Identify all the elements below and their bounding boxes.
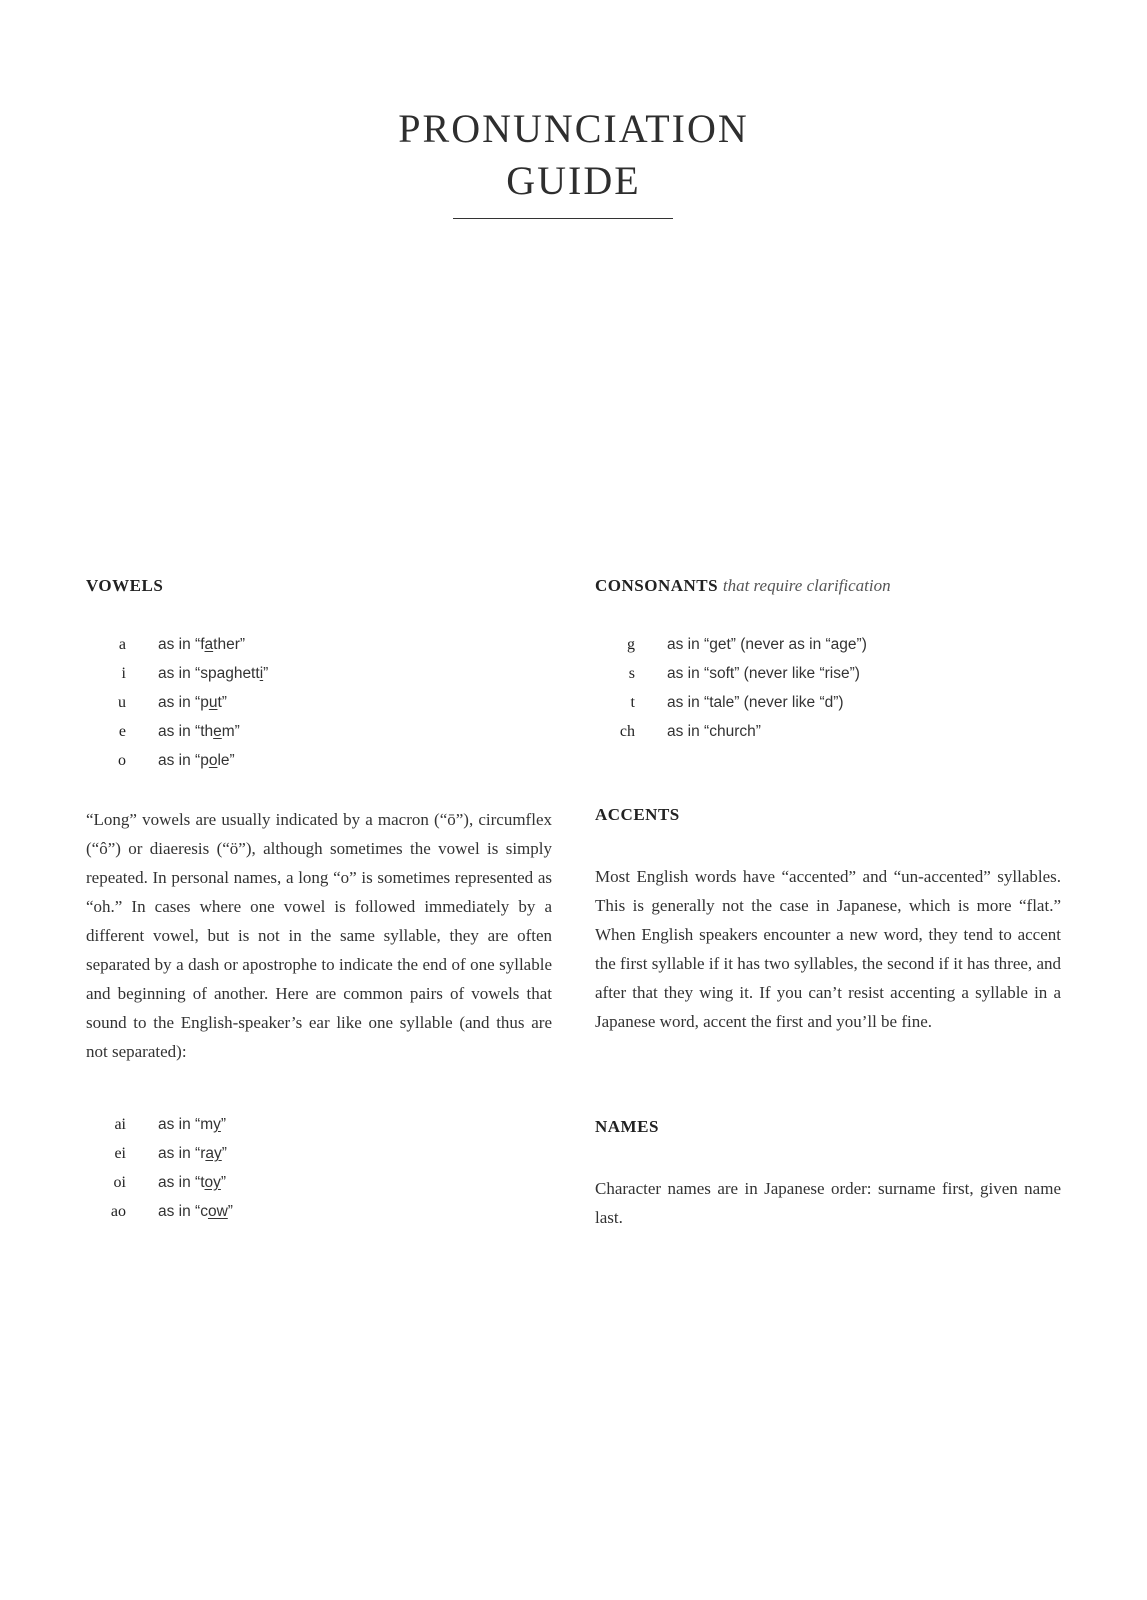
left-column	[86, 0, 552, 1600]
consonant-example: as in “church”	[667, 723, 761, 740]
vowel-example: as in “pole”	[158, 752, 235, 769]
vowel-pairs-list	[86, 1110, 233, 1226]
vowel-pair-example: as in “my”	[158, 1116, 227, 1133]
vowel-key: o	[118, 752, 126, 769]
vowel-example: as in “spaghetti”	[158, 665, 269, 682]
consonants-heading	[595, 576, 891, 596]
accents-paragraph: Most English words have “accented” and “un-accented” syllables. This is generally not the case in Japanese, which is more “flat.” When English speakers encounter a new word, they tend to accent the first syllable if it has two syllables, the second if it has three, and after that they wing it. If you can’t resist accenting a syllable in a Japanese word, accent the first and you’ll be fine.	[595, 867, 1061, 1031]
consonants-heading-label: CONSONANTS	[595, 576, 719, 595]
consonant-example: as in “get” (never as in “age”)	[667, 636, 867, 653]
consonant-key: ch	[619, 723, 635, 740]
consonants-subheading: that require clarification	[722, 576, 891, 595]
vowel-pair-key: ai	[114, 1116, 126, 1133]
vowel-pair-example: as in “ray”	[158, 1145, 227, 1162]
long-vowels-paragraph: “Long” vowels are usually indicated by a macron (“ō”), circumflex (“ô”) or diaeresis (“ö”), although sometimes the vowel is simply repeated. In personal names, a long “o” is sometimes represented as “oh.” In cases where one vowel is followed immediately by a different vowel, but is not in the same syllable, they are often separated by a dash or apostrophe to indicate the end of one syllable and beginning of another. Here are common pairs of vowels that sound to the English-speaker’s ear like one syllable (and thus are not separated):	[86, 810, 552, 1061]
consonant-row-s	[595, 659, 867, 688]
vowel-key: e	[118, 723, 126, 740]
vowel-pair-key: ao	[110, 1203, 126, 1220]
vowel-example: as in “them”	[158, 723, 240, 740]
consonant-row-g	[595, 630, 867, 659]
vowels-heading: VOWELS	[86, 576, 164, 595]
vowel-row-e	[86, 717, 268, 746]
vowel-pair-row-ei	[86, 1139, 233, 1168]
vowel-pair-key: oi	[113, 1174, 126, 1191]
vowel-pair-example: as in “cow”	[158, 1203, 233, 1220]
accents-heading: ACCENTS	[595, 805, 680, 824]
vowel-key: a	[118, 636, 126, 653]
right-column	[595, 0, 1061, 1600]
vowel-pair-example: as in “toy”	[158, 1174, 227, 1191]
vowel-row-i	[86, 659, 268, 688]
consonant-key: s	[628, 665, 635, 682]
vowel-key: u	[118, 694, 126, 711]
names-heading: NAMES	[595, 1117, 659, 1136]
consonant-example: as in “tale” (never like “d”)	[667, 694, 844, 711]
title-line-1: PRONUNCIATION	[398, 106, 749, 151]
vowel-row-u	[86, 688, 268, 717]
vowel-row-o	[86, 746, 268, 775]
names-paragraph: Character names are in Japanese order: surname first, given name last.	[595, 1179, 1061, 1227]
vowel-pair-row-ao	[86, 1197, 233, 1226]
consonant-key: g	[627, 636, 635, 653]
vowel-key: i	[121, 665, 126, 682]
title-line-2: GUIDE	[506, 158, 641, 203]
consonant-row-ch	[595, 717, 867, 746]
consonants-list	[595, 630, 867, 746]
vowel-row-a	[86, 630, 268, 659]
consonant-example: as in “soft” (never like “rise”)	[667, 665, 860, 682]
vowels-list	[86, 630, 268, 775]
vowel-pair-row-oi	[86, 1168, 233, 1197]
vowel-pair-row-ai	[86, 1110, 233, 1139]
vowel-example: as in “put”	[158, 694, 227, 711]
consonant-key: t	[630, 694, 635, 711]
vowel-example: as in “father”	[158, 636, 246, 653]
consonant-row-t	[595, 688, 867, 717]
vowel-pair-key: ei	[114, 1145, 126, 1162]
